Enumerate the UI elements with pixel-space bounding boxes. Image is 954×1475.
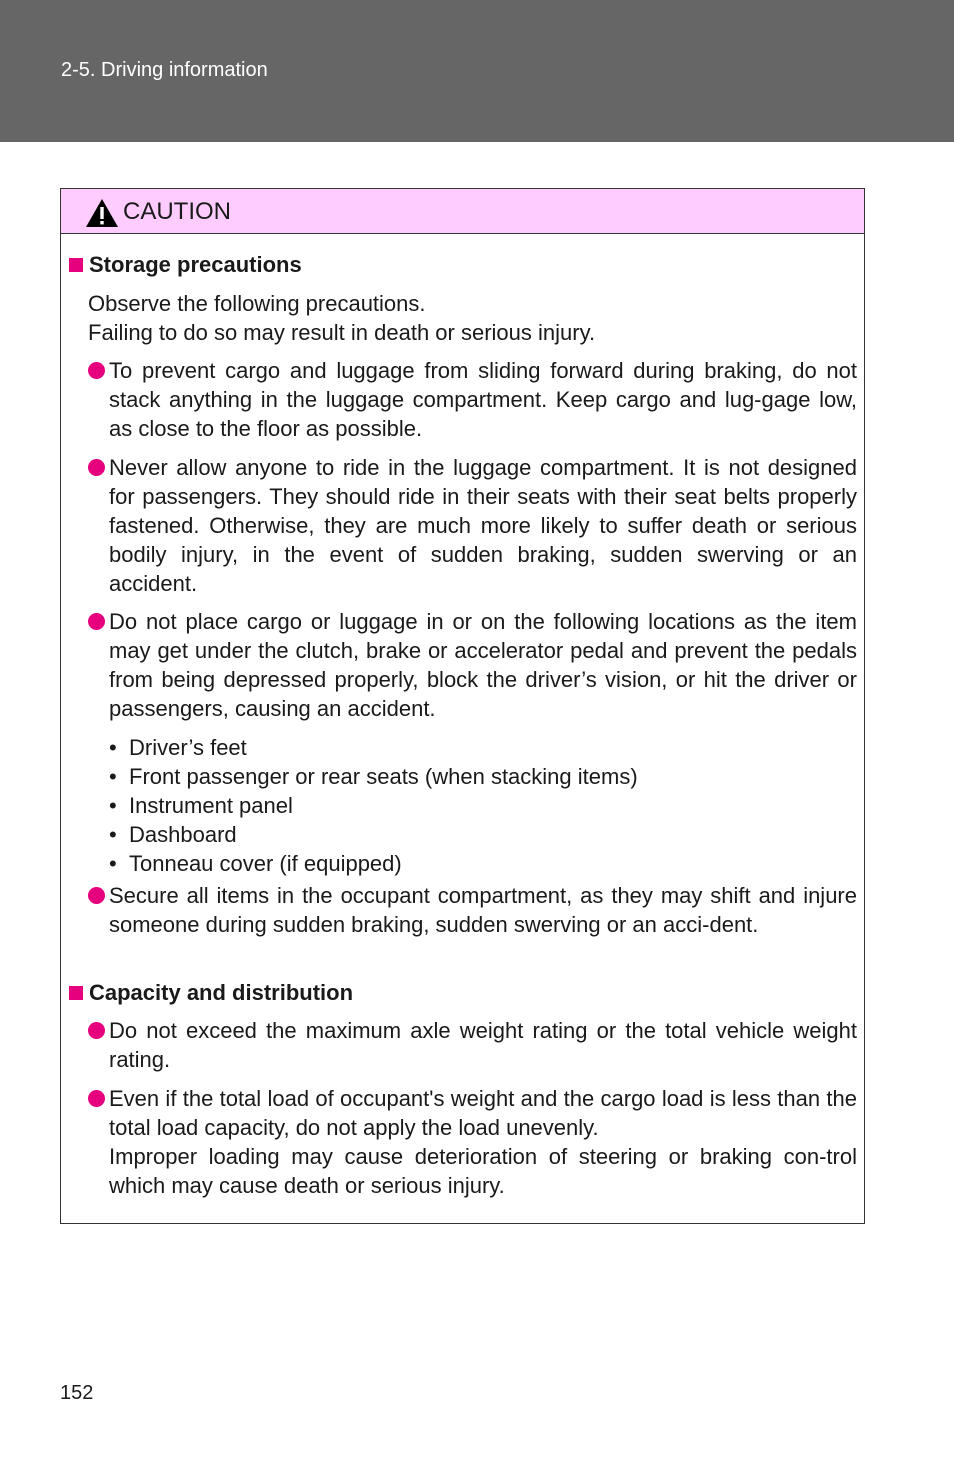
section-heading-capacity — [69, 980, 353, 1006]
square-bullet-icon — [69, 986, 83, 1000]
bullet-text: Never allow anyone to ride in the luggage compartment. It is not designed for passengers. They should ride in their seats with their seat belts properly fastened. Otherwise, they are much more likely to suffer death or serious bodily injury, in the event of sudden braking, sudden swerving or an accident. — [109, 455, 857, 596]
bullet-item — [88, 607, 857, 723]
section-heading-text: Storage precautions — [89, 252, 302, 277]
location-list — [109, 733, 809, 878]
circle-bullet-icon — [88, 887, 105, 904]
note-text: Improper loading may cause deterioration of steering or braking con-trol which may cause death or serious injury. — [109, 1144, 857, 1198]
caution-box — [60, 188, 865, 1224]
header-band — [0, 0, 954, 142]
page-number: 152 — [60, 1382, 94, 1404]
bullet-note — [88, 1142, 857, 1200]
bullet-text: Secure all items in the occupant compartment, as they may shift and injure someone during sudden braking, sudden swerving or an acci-dent. — [109, 883, 857, 937]
circle-bullet-icon — [88, 613, 105, 630]
intro-line: Failing to do so may result in death or serious injury. — [88, 320, 596, 345]
bullet-item — [88, 1084, 857, 1142]
intro-line: Observe the following precautions. — [88, 291, 426, 316]
circle-bullet-icon — [88, 362, 105, 379]
list-item: • Dashboard — [109, 822, 237, 847]
bullet-text: Do not exceed the maximum axle weight rating or the total vehicle weight rating. — [109, 1018, 857, 1072]
bullet-item — [88, 453, 857, 598]
list-item: • Front passenger or rear seats (when stacking items) — [109, 764, 638, 789]
bullet-text: Even if the total load of occupant's weight and the cargo load is less than the total load capacity, do not apply the load unevenly. — [109, 1086, 857, 1140]
bullet-text: To prevent cargo and luggage from sliding forward during braking, do not stack anything in the luggage compartment. Keep cargo and lug-gage low, as close to the floor as possible. — [109, 358, 857, 441]
list-item: • Driver’s feet — [109, 735, 247, 760]
list-item: • Instrument panel — [109, 793, 293, 818]
list-item: • Tonneau cover (if equipped) — [109, 851, 402, 876]
bullet-item — [88, 1016, 857, 1074]
bullet-item — [88, 356, 857, 443]
caution-header — [61, 189, 864, 234]
circle-bullet-icon — [88, 1090, 105, 1107]
section-label: 2-5. Driving information — [61, 59, 268, 81]
circle-bullet-icon — [88, 459, 105, 476]
section-heading-text: Capacity and distribution — [89, 980, 354, 1005]
circle-bullet-icon — [88, 1022, 105, 1039]
caution-title: CAUTION — [123, 198, 231, 225]
warning-triangle-icon — [85, 198, 119, 228]
bullet-text: Do not place cargo or luggage in or on the following locations as the item may get under the clutch, brake or accelerator pedal and prevent the pedals from being depressed properly, block the driver’s vision, or hit the driver or passengers, causing an accident. — [109, 609, 857, 721]
square-bullet-icon — [69, 258, 83, 272]
bullet-item — [88, 881, 857, 939]
section-heading-storage — [69, 252, 302, 278]
